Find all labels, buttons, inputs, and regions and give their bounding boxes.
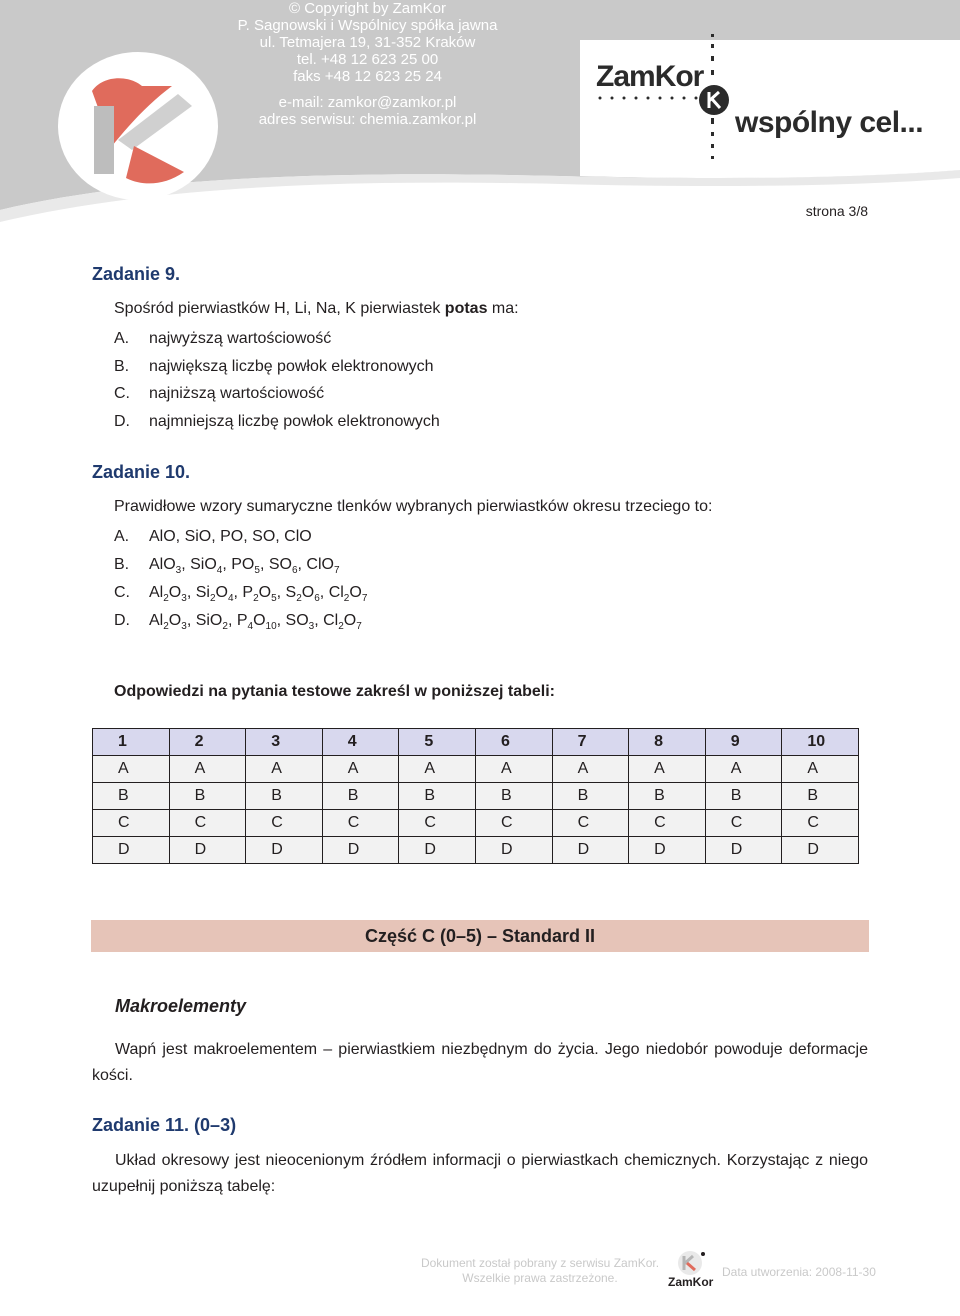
- answer-cell[interactable]: D: [782, 837, 859, 864]
- answer-cell[interactable]: B: [475, 783, 552, 810]
- footer-logo-text: ZamKor: [668, 1275, 714, 1289]
- answer-cell[interactable]: A: [475, 756, 552, 783]
- answer-cell[interactable]: B: [322, 783, 399, 810]
- task-9-heading: Zadanie 9.: [92, 264, 181, 284]
- answer-cell[interactable]: B: [629, 783, 706, 810]
- task-9-option-a-letter: A.: [114, 330, 130, 347]
- task-9-option-b-text: największą liczbę powłok elektronowych: [149, 358, 434, 375]
- task-10-option-b-formula: AlO$_3$, SiO$_4$, $PO_5$, $SO_6$, ClO$_7$: [149, 556, 340, 576]
- k-badge-icon: [698, 84, 730, 116]
- answer-cell[interactable]: D: [169, 837, 246, 864]
- task-9-question-end: ma:: [487, 300, 519, 317]
- answer-cell[interactable]: C: [169, 810, 246, 837]
- footer-notice-line-2: Wszelkie prawa zastrzeżone.: [462, 1271, 618, 1285]
- task-9-question-bold: potas: [444, 300, 488, 317]
- copyright-text: © Copyright by ZamKor: [289, 0, 446, 17]
- zamkor-logo-icon: [52, 46, 227, 206]
- answer-cell[interactable]: D: [705, 837, 782, 864]
- task-11-text: Układ okresowy jest nieocenionym źródłem informacji o pierwiastkach chemicznych. Korzystając z niego uzupełnij poniższą tabelę:: [92, 1152, 868, 1195]
- task-9-question-start: Spośród pierwiastków H, Li, Na, K pierwiastek: [114, 300, 445, 317]
- answer-cell[interactable]: C: [93, 810, 170, 837]
- answer-cell[interactable]: A: [399, 756, 476, 783]
- answer-cell[interactable]: A: [322, 756, 399, 783]
- answer-cell[interactable]: C: [399, 810, 476, 837]
- answer-table-header-row: [93, 729, 859, 756]
- answer-cell[interactable]: B: [93, 783, 170, 810]
- answer-cell[interactable]: A: [629, 756, 706, 783]
- task-10-option-d-formula: $Al_2O_3$, SiO$_2$, $P_4O_{10}$, $SO_3$, $Cl_2O_7$: [149, 612, 362, 632]
- task-10-option-a-formula: AlO, SiO, PO, SO, ClO: [149, 528, 312, 545]
- page-number: strona 3/8: [805, 203, 868, 219]
- task-9-option-a-text: najwyższą wartościowość: [149, 330, 332, 347]
- answer-cell[interactable]: D: [552, 837, 629, 864]
- answer-column-header: 3: [246, 729, 323, 756]
- answer-cell[interactable]: D: [246, 837, 323, 864]
- answer-cell[interactable]: C: [246, 810, 323, 837]
- answer-cell[interactable]: D: [93, 837, 170, 864]
- answer-cell[interactable]: C: [552, 810, 629, 837]
- answer-table-instruction: Odpowiedzi na pytania testowe zakreśl w poniższej tabeli:: [114, 683, 555, 700]
- answer-cell[interactable]: A: [169, 756, 246, 783]
- task-9-option-b-letter: B.: [114, 358, 130, 375]
- answer-cell[interactable]: B: [552, 783, 629, 810]
- task-9-option-d-letter: D.: [114, 413, 130, 430]
- answer-cell[interactable]: A: [93, 756, 170, 783]
- task-11-heading: Zadanie 11. (0–3): [92, 1115, 237, 1135]
- brand-tagline: wspólny cel...: [735, 106, 924, 139]
- task-9-question: [114, 300, 519, 318]
- task-10-option-b-letter: B.: [114, 556, 130, 573]
- answer-cell[interactable]: D: [399, 837, 476, 864]
- answer-cell[interactable]: B: [705, 783, 782, 810]
- answer-column-header: 4: [322, 729, 399, 756]
- footer-logo-icon: [677, 1250, 707, 1276]
- answer-cell[interactable]: B: [169, 783, 246, 810]
- answer-cell[interactable]: B: [399, 783, 476, 810]
- answer-column-header: 9: [705, 729, 782, 756]
- task-9-option-d-text: najmniejszą liczbę powłok elektronowych: [149, 413, 440, 430]
- answer-cell[interactable]: A: [246, 756, 323, 783]
- answer-cell[interactable]: C: [629, 810, 706, 837]
- brand-name: [596, 60, 703, 94]
- address-text: ul. Tetmajera 19, 31-352 Kraków: [259, 34, 476, 51]
- company-name: P. Sagnowski i Wspólnicy spółka jawna: [237, 17, 498, 34]
- email-link[interactable]: e-mail: zamkor@zamkor.pl: [278, 94, 457, 111]
- answer-cell[interactable]: A: [705, 756, 782, 783]
- answer-cell[interactable]: D: [322, 837, 399, 864]
- answer-cell[interactable]: C: [322, 810, 399, 837]
- contact-info: [210, 0, 525, 128]
- task-9-option-c-text: najniższą wartościowość: [149, 385, 325, 402]
- website-link[interactable]: adres serwisu: chemia.zamkor.pl: [258, 111, 477, 128]
- footer-notice-line-1: Dokument został pobrany z serwisu ZamKor.: [420, 1256, 660, 1270]
- intro-paragraph: Wapń jest makroelementem – pierwiastkiem niezbędnym do życia. Jego niedobór powoduje deformacje kości.: [92, 1041, 868, 1084]
- answer-cell[interactable]: C: [475, 810, 552, 837]
- table-row: [93, 837, 859, 864]
- brand-name-part-a: Zam: [596, 60, 655, 93]
- task-10-option-c-letter: C.: [114, 584, 130, 601]
- answer-cell[interactable]: C: [782, 810, 859, 837]
- answer-table: [92, 728, 859, 864]
- task-10-option-a-letter: A.: [114, 528, 130, 545]
- part-c-title: Część C (0–5) – Standard II: [91, 920, 869, 952]
- answer-column-header: 2: [169, 729, 246, 756]
- answer-column-header: 10: [782, 729, 859, 756]
- task-10-question: Prawidłowe wzory sumaryczne tlenków wybranych pierwiastków okresu trzeciego to:: [114, 498, 713, 515]
- answer-cell[interactable]: A: [782, 756, 859, 783]
- section-title: Makroelementy: [115, 996, 247, 1016]
- table-row: [93, 810, 859, 837]
- answer-column-header: 6: [475, 729, 552, 756]
- answer-column-header: 1: [93, 729, 170, 756]
- answer-cell[interactable]: B: [246, 783, 323, 810]
- task-10-heading: Zadanie 10.: [92, 462, 191, 482]
- answer-column-header: 5: [399, 729, 476, 756]
- task-9-option-c-letter: C.: [114, 385, 130, 402]
- answer-cell[interactable]: B: [782, 783, 859, 810]
- contact-spacer: [210, 85, 525, 94]
- answer-cell[interactable]: D: [475, 837, 552, 864]
- answer-column-header: 7: [552, 729, 629, 756]
- task-10-option-d-letter: D.: [114, 612, 130, 629]
- answer-cell[interactable]: A: [552, 756, 629, 783]
- fax-text: faks +48 12 623 25 24: [293, 68, 442, 85]
- creation-date: Data utworzenia: 2008-11-30: [722, 1265, 876, 1279]
- brand-name-part-b: Kor: [654, 60, 704, 93]
- answer-cell[interactable]: D: [629, 837, 706, 864]
- footer-notice: [420, 1256, 660, 1286]
- phone-text: tel. +48 12 623 25 00: [296, 51, 439, 68]
- task-10-option-c-formula: $Al_2O_3$, $Si_2O_4$, $P_2O_5$, $S_2O_6$, $Cl_2O_7$: [149, 584, 368, 604]
- table-row: [93, 756, 859, 783]
- answer-cell[interactable]: C: [705, 810, 782, 837]
- table-row: [93, 783, 859, 810]
- answer-column-header: 8: [629, 729, 706, 756]
